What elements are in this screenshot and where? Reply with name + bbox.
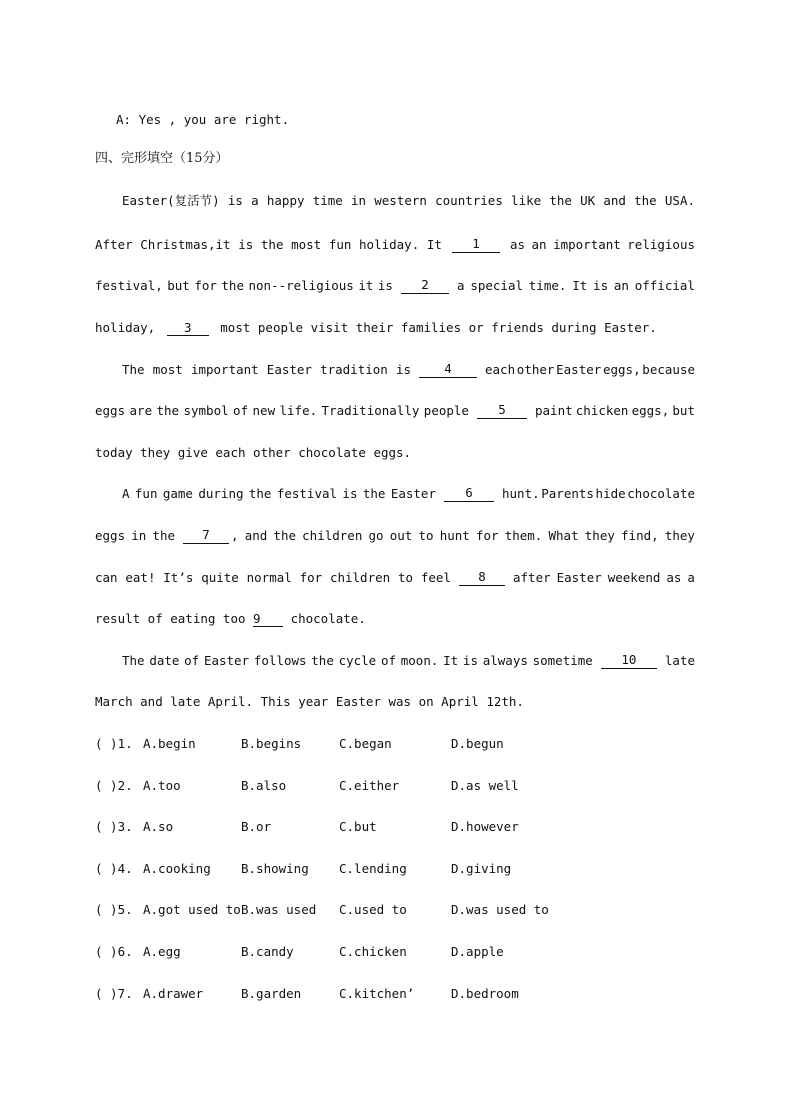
word: a (251, 193, 259, 208)
word: an (613, 278, 629, 293)
word: as (666, 570, 682, 585)
word: out (389, 528, 413, 543)
word: cycle (338, 653, 377, 668)
word: is (395, 362, 411, 377)
option-d: D.was used to (451, 902, 549, 918)
word: go (368, 528, 384, 543)
question-number: ( )6. (95, 944, 133, 959)
word: After (95, 237, 133, 252)
option-d: D.giving (451, 860, 512, 876)
option-b: B.or (241, 819, 272, 835)
option-c: C.but (339, 819, 377, 835)
word: Easter (556, 570, 602, 585)
option-a: A.cooking (143, 860, 211, 876)
word: is (342, 486, 358, 501)
blank-7: 7 (183, 528, 229, 544)
word: follows (253, 653, 307, 668)
option-b: B.was used (241, 902, 317, 918)
dialog-line: A: Yes , you are right. (116, 112, 290, 127)
word: Easter (390, 486, 436, 501)
p1-line1 (122, 193, 695, 209)
option-b: B.garden (241, 985, 302, 1001)
p1-line3 (95, 278, 695, 294)
p2-line1-end (485, 362, 695, 378)
option-c: C.kitchen’ (339, 985, 415, 1001)
word: can (95, 570, 118, 585)
word: new (252, 403, 276, 418)
word: is (377, 278, 393, 293)
word: festival, (95, 278, 163, 293)
word: they (584, 528, 615, 543)
blank-10: 10 (601, 653, 657, 669)
option-b: B.begins (241, 736, 302, 751)
word: are (129, 403, 153, 418)
p3-line3 (95, 570, 695, 586)
question-number: ( )3. (95, 819, 133, 835)
word: in (351, 193, 367, 208)
word: Easter (203, 653, 250, 668)
option-a: A.so (143, 819, 174, 835)
word: is (462, 653, 478, 668)
option-c: C.used to (339, 902, 407, 918)
option-c: C.began (339, 736, 392, 751)
option-a: A.too (143, 777, 181, 793)
word: them. (504, 528, 543, 543)
word: Easter (266, 362, 312, 377)
word: children (302, 528, 363, 543)
option-d: D.begun (451, 736, 504, 751)
option-b: B.candy (241, 944, 294, 959)
blank-8: 8 (459, 570, 505, 586)
option-d: D.as well (451, 777, 519, 793)
word: to (397, 570, 414, 585)
word: during (198, 486, 244, 501)
word: normal (246, 570, 292, 585)
question-number: ( )4. (95, 860, 133, 876)
word: each (485, 362, 516, 377)
p1-line3-end (457, 278, 695, 294)
question-number: ( )5. (95, 902, 133, 918)
word: time. (528, 278, 567, 293)
word: the (311, 653, 334, 668)
word: , (231, 528, 239, 543)
word: children (329, 570, 391, 585)
word: the (248, 486, 272, 501)
word: quite (201, 570, 239, 585)
word: chocolate (627, 486, 695, 501)
word: Traditionally (321, 403, 420, 418)
question-number: ( )7. (95, 985, 133, 1001)
word: life. (279, 403, 318, 418)
word: The (122, 362, 145, 377)
word: countries (435, 193, 503, 208)
word: USA. (664, 193, 695, 208)
word: people (423, 403, 469, 418)
p4-line1 (122, 653, 695, 669)
p2-line1-start (122, 362, 411, 378)
word: non--religious (248, 278, 354, 293)
word: A (122, 486, 130, 501)
word: is (238, 237, 254, 252)
word: the (156, 403, 180, 418)
p3-line3-end (513, 570, 695, 586)
word: of (233, 403, 249, 418)
word: is (593, 278, 609, 293)
word: eat! (125, 570, 156, 585)
word: game (162, 486, 193, 501)
option-a: A.egg (143, 944, 181, 959)
word: important (553, 237, 621, 252)
word: as (510, 237, 526, 252)
blank-2: 2 (401, 278, 449, 294)
word: and (244, 528, 268, 543)
p1-line2-end (510, 237, 695, 253)
option-c: C.either (339, 777, 400, 793)
word: the (362, 486, 386, 501)
word: for (475, 528, 499, 543)
word: to (418, 528, 434, 543)
option-d: D.apple (451, 944, 504, 959)
word: time (312, 193, 343, 208)
word: fun (328, 237, 352, 252)
word: weekend (607, 570, 661, 585)
word: religious (627, 237, 695, 252)
p3-line1-end (502, 486, 695, 502)
word: but (672, 403, 695, 418)
word: it (358, 278, 374, 293)
word: because (642, 362, 695, 377)
word: find, (621, 528, 659, 543)
word: official (634, 278, 695, 293)
p1-line2-start (95, 237, 442, 253)
p3-line1 (122, 486, 695, 502)
word: like (511, 193, 542, 208)
p3-line3-start (95, 570, 451, 586)
option-c: C.chicken (339, 944, 407, 959)
blank-1: 1 (452, 237, 500, 253)
word: most (152, 362, 183, 377)
p1-line2 (95, 237, 695, 253)
word: hide (595, 486, 626, 501)
p4-line2: March and late April. This year Easter was on April 12th. (95, 694, 524, 709)
word: of (184, 653, 200, 668)
word: in (131, 528, 147, 543)
word: the (273, 528, 296, 543)
p3-line4 (95, 611, 695, 627)
word: the (152, 528, 175, 543)
p2-line2 (95, 403, 695, 419)
word: for (194, 278, 217, 293)
question-number: ( )2. (95, 777, 133, 793)
word: a (687, 570, 695, 585)
p4-line1-end: late (664, 653, 695, 668)
word: the (634, 193, 657, 208)
word: moon. (400, 653, 439, 668)
word: an (531, 237, 547, 252)
word: eggs (95, 528, 126, 543)
word: chicken (575, 403, 629, 418)
p3-line1-start (122, 486, 436, 502)
option-b: B.also (241, 777, 287, 793)
word: festival (276, 486, 338, 501)
p2-line1 (122, 362, 695, 378)
p3-line2-start (95, 528, 175, 544)
word: but (167, 278, 190, 293)
word: It (443, 653, 459, 668)
word: eggs, (602, 362, 641, 377)
word: the (260, 237, 284, 252)
word: hunt (439, 528, 470, 543)
word: The (122, 653, 145, 668)
word: a (457, 278, 465, 293)
word: is (227, 193, 243, 208)
word: of (380, 653, 397, 668)
word: the (221, 278, 244, 293)
word: the (549, 193, 572, 208)
option-a: A.drawer (143, 985, 204, 1001)
word: after (513, 570, 551, 585)
word: holiday. (359, 237, 420, 252)
option-d: D.however (451, 819, 519, 835)
word: Easter (556, 362, 602, 377)
word: It (426, 237, 442, 252)
word: always (482, 653, 528, 668)
word: happy (266, 193, 305, 208)
blank-5: 5 (477, 403, 527, 419)
word: most (291, 237, 322, 252)
p2-line3: today they give each other chocolate eggs. (95, 445, 412, 460)
p1-line4 (95, 320, 695, 336)
word: western (374, 193, 427, 208)
word: for (299, 570, 323, 585)
word: What (548, 528, 579, 543)
word: feel (420, 570, 451, 585)
p3-line4-end: chocolate. (283, 611, 366, 626)
question-number: ( )1. (95, 736, 133, 751)
p2-line2-start (95, 403, 469, 419)
word: they (664, 528, 695, 543)
p1-line4-start: holiday, (95, 320, 156, 335)
option-b: B.showing (241, 860, 309, 876)
option-a: A.got used to (143, 902, 241, 918)
word: other (516, 362, 555, 377)
word: Easter(复活节) (122, 193, 220, 208)
word: paint (535, 403, 573, 418)
word: fun (134, 486, 158, 501)
p3-line2-end (231, 528, 695, 544)
word: It’s (163, 570, 194, 585)
word: important (190, 362, 259, 377)
section-title: 四、完形填空（15分） (95, 151, 229, 166)
word: sometime (532, 653, 593, 668)
p4-line1-start (122, 653, 593, 669)
p3-line2 (95, 528, 695, 544)
option-c: C.lending (339, 860, 407, 876)
word: hunt. (502, 486, 540, 501)
word: eggs (95, 403, 126, 418)
word: date (149, 653, 180, 668)
p2-line2-end (535, 403, 695, 419)
blank-3: 3 (167, 321, 209, 336)
p1-line3-start (95, 278, 393, 294)
word: special (470, 278, 523, 293)
word: UK (580, 193, 596, 208)
word: symbol (183, 403, 229, 418)
word: It (572, 278, 588, 293)
option-a: A.begin (143, 736, 196, 751)
p1-line4-end: most people visit their families or friends during Easter. (220, 320, 657, 335)
blank-4: 4 (419, 362, 477, 378)
blank-9: 9 (253, 612, 283, 627)
word: Parents (541, 486, 594, 501)
word: Christmas,it (140, 237, 231, 252)
word: and (603, 193, 626, 208)
p3-line4-start: result of eating too (95, 611, 254, 626)
option-d: D.bedroom (451, 985, 519, 1001)
word: tradition (320, 362, 388, 377)
blank-6: 6 (444, 486, 494, 502)
word: eggs, (631, 403, 670, 418)
